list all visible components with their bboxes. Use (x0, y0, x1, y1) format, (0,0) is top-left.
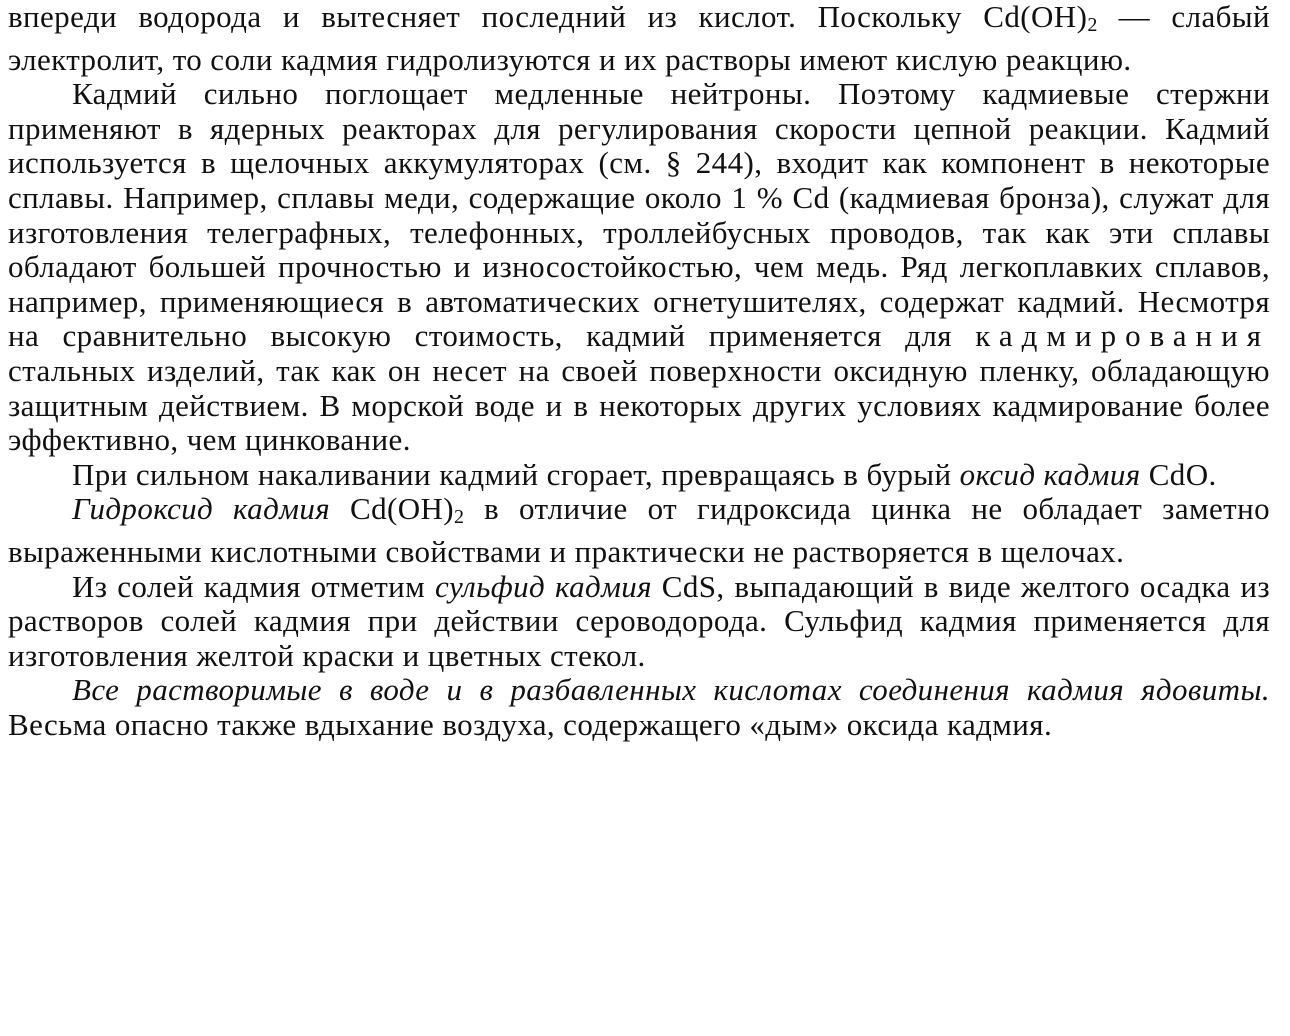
subscript: 2 (1087, 14, 1098, 36)
text-run: При сильном накаливании кадмий сгорает, превращаясь в бурый (72, 456, 960, 492)
text-run: Из солей кадмия отметим (72, 568, 436, 604)
text-run: впереди водорода и вытесняет последний из кислот. Поскольку Cd(OH) (8, 0, 1088, 34)
document-page (8, 0, 1270, 742)
text-run: CdO. (1140, 456, 1217, 492)
paragraph-cadmium-toxicity (8, 673, 1270, 742)
text-run: в отличие от гидроксида цинка не обладает заметно выраженными кислотными свойствами и практически не растворяется в щелочах. (8, 491, 1270, 569)
text-run: Кадмий сильно поглощает медленные нейтроны. Поэтому кадмиевые стержни применяют в ядерных реакторах для регулирования скорости цепной реакции. Кадмий используется в щелочных аккумуляторах (см. § 244), входит как компонент в некоторые сплавы. Например, сплавы меди, содержащие около 1 % Cd (кадмиевая бронза), служат для изготовления телеграфных, телефонных, троллейбусных проводов, так как эти сплавы обладают большей прочностью и износостойкостью, чем медь. Ряд легкоплавких сплавов, например, применяющиеся в автоматических огнетушителях, содержат кадмий. Несмотря на сравнительно высокую стоимость, кадмий применяется для (8, 76, 1270, 354)
subscript: 2 (454, 506, 465, 529)
italic-term: оксид кадмия (959, 456, 1141, 492)
italic-term: сульфид кадмия (435, 568, 652, 604)
text-run: Весьма опасно также вдыхание воздуха, содержащего «дым» оксида кадмия. (8, 706, 1053, 742)
spaced-term: кадмирования (975, 318, 1270, 354)
text-run: — слабый электролит, то соли кадмия гидролизуются и их растворы имеют кислую реакцию. (8, 0, 1271, 77)
paragraph-cadmium-hydroxide (8, 492, 1270, 569)
italic-warning: Все растворимые в воде и в разбавленных кислотах соединения кадмия ядовиты. (72, 672, 1270, 708)
paragraph-cadmium-hydrolysis (8, 0, 1270, 77)
paragraph-cadmium-applications (8, 77, 1270, 458)
text-run: стальных изделий, так как он несет на своей поверхности оксидную пленку, обладающую защитным действием. В морской воде и в некоторых других условиях кадмирование более эффективно, чем цинкование. (8, 352, 1270, 458)
text-run: Cd(OH) (330, 491, 455, 527)
paragraph-cadmium-sulfide (8, 570, 1270, 674)
italic-term: Гидроксид кадмия (72, 491, 331, 527)
paragraph-cadmium-oxide (8, 458, 1270, 493)
text-run: CdS, выпадающий в виде желтого осадка из растворов солей кадмия при действии сероводорода. Сульфид кадмия применяется для изготовления желтой краски и цветных стекол. (8, 568, 1271, 673)
